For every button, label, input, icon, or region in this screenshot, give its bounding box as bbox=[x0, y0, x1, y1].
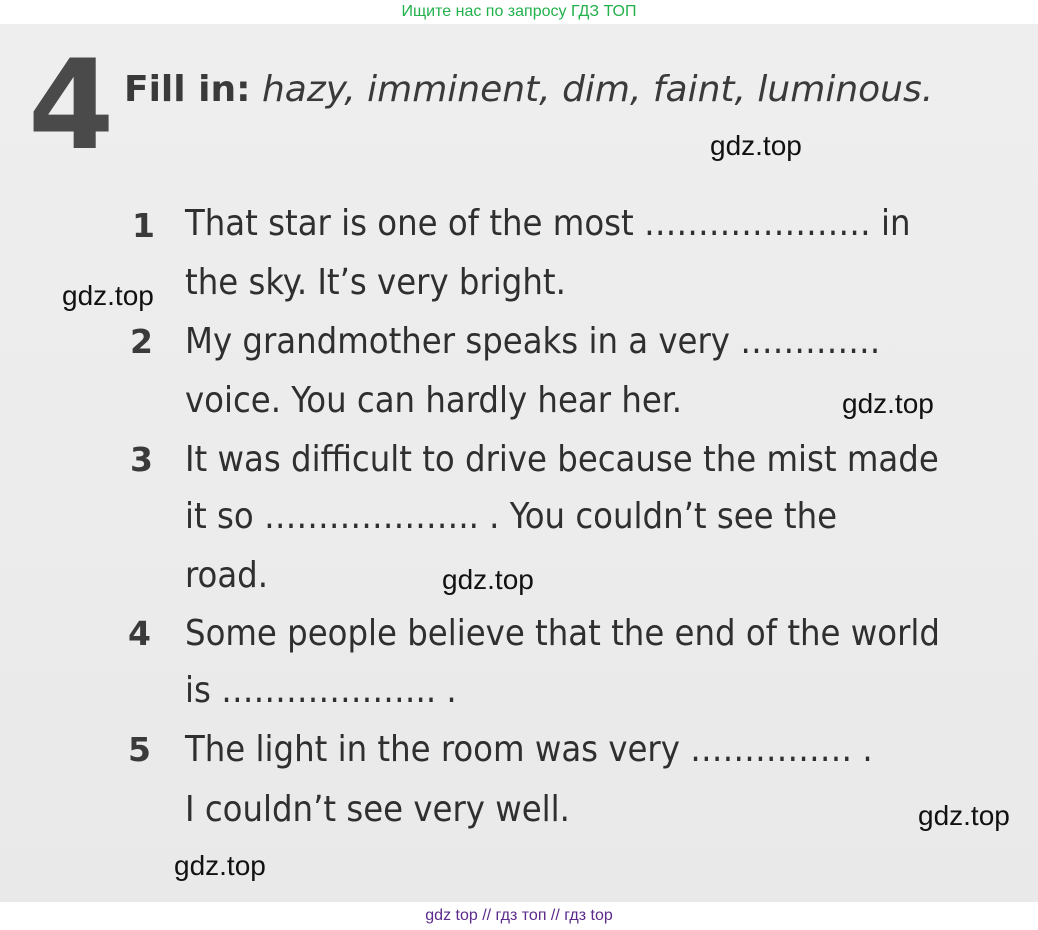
watermark: gdz.top bbox=[710, 130, 802, 161]
exercise-number: 4 bbox=[28, 34, 115, 178]
item-2-line-2: voice. You can hardly hear her. bbox=[185, 380, 683, 421]
item-5-line-1: The light in the room was very …………… . bbox=[185, 729, 873, 770]
item-3-line-2: it so ……………….. . You couldn’t see the bbox=[185, 496, 838, 537]
watermark: gdz.top bbox=[442, 564, 534, 595]
item-number: 4 bbox=[128, 614, 151, 653]
watermark: gdz.top bbox=[918, 800, 1010, 831]
heading-word-list: hazy, imminent, dim, faint, luminous. bbox=[261, 69, 934, 110]
item-5-line-2: I couldn’t see very well. bbox=[185, 789, 570, 830]
watermark: gdz.top bbox=[842, 388, 934, 419]
item-1-line-1: That star is one of the most ………………… in bbox=[185, 203, 911, 244]
watermark: gdz.top bbox=[174, 850, 266, 881]
item-3-line-1: It was difficult to drive because the mist made bbox=[185, 439, 939, 480]
textbook-page-scan bbox=[0, 24, 1038, 902]
item-number: 5 bbox=[128, 730, 151, 769]
heading-instruction: Fill in: bbox=[124, 69, 251, 110]
watermark: gdz.top bbox=[62, 280, 154, 311]
item-4-line-1: Some people believe that the end of the world bbox=[185, 613, 940, 654]
item-number: 1 bbox=[132, 206, 155, 245]
exercise-heading bbox=[124, 68, 933, 112]
item-number: 2 bbox=[130, 322, 153, 361]
item-3-line-3: road. bbox=[185, 555, 269, 596]
item-2-line-1: My grandmother speaks in a very …………. bbox=[185, 321, 881, 362]
item-number: 3 bbox=[130, 440, 153, 479]
item-1-line-2: the sky. It’s very bright. bbox=[185, 262, 566, 303]
top-banner: Ищите нас по запросу ГДЗ ТОП bbox=[401, 3, 637, 20]
footer-links: gdz top // гдз топ // гдз top bbox=[0, 902, 1038, 930]
item-4-line-2: is ……………….. . bbox=[185, 670, 457, 711]
